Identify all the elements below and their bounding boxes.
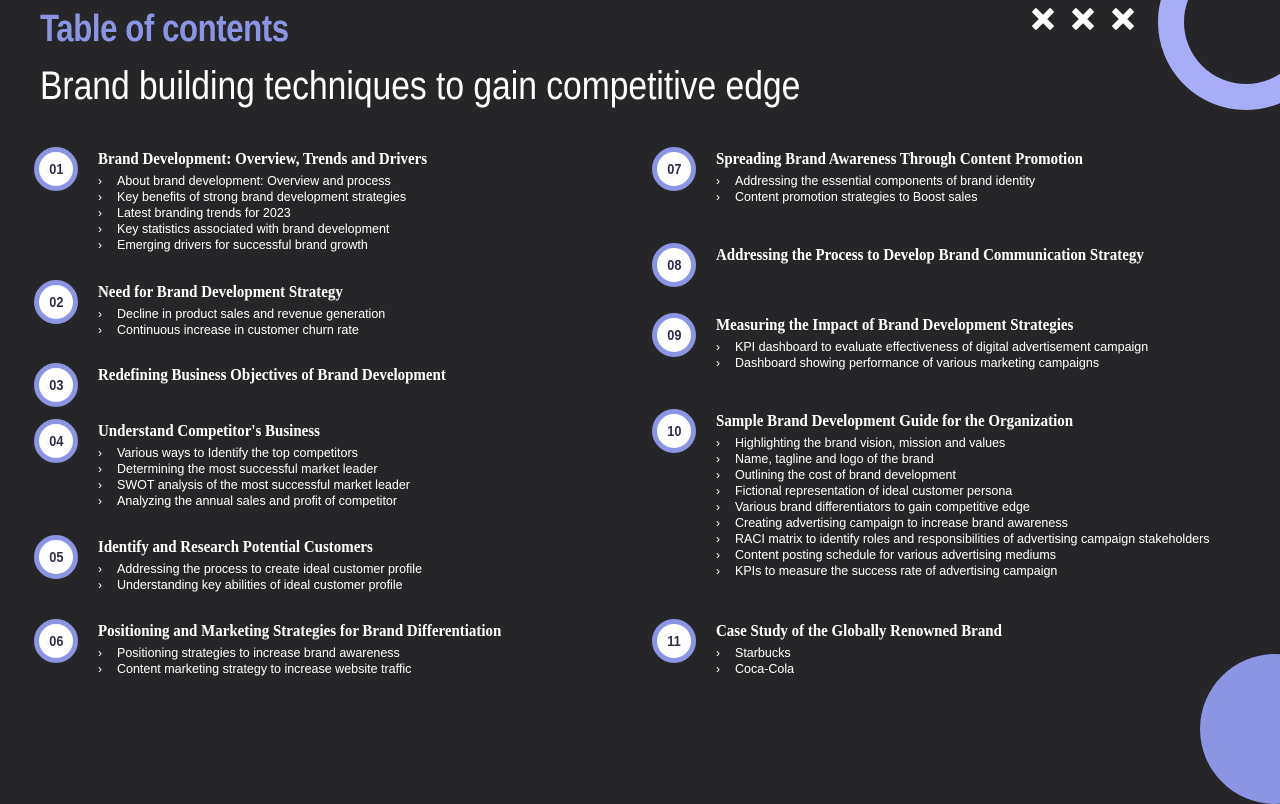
section-items: [716, 645, 794, 677]
section-title[interactable]: Redefining Business Objectives of Brand Development: [98, 365, 446, 384]
list-item: › Addressing the essential components of brand identity: [716, 174, 1036, 188]
list-item: › Coca-Cola: [716, 662, 795, 676]
list-item: › Outlining the cost of brand development: [716, 468, 956, 482]
chevron-right-icon: ›: [98, 307, 102, 321]
section-items: [98, 173, 406, 253]
chevron-right-icon: ›: [98, 446, 102, 460]
list-item: › Analyzing the annual sales and profit of competitor: [98, 494, 398, 508]
section-items: [716, 435, 1210, 579]
decorative-x-marks: [1030, 4, 1134, 34]
list-item: › Content marketing strategy to increase website traffic: [98, 662, 412, 676]
chevron-right-icon: ›: [716, 340, 720, 354]
section-title[interactable]: Identify and Research Potential Customers: [98, 537, 373, 556]
list-item: › Decline in product sales and revenue generation: [98, 307, 386, 321]
chevron-right-icon: ›: [716, 500, 720, 514]
list-item: › Positioning strategies to increase brand awareness: [98, 646, 400, 660]
chevron-right-icon: ›: [716, 174, 720, 188]
decorative-ring: [1158, 0, 1280, 110]
section-number-badge: 02: [34, 280, 78, 324]
chevron-right-icon: ›: [716, 516, 720, 530]
chevron-right-icon: ›: [98, 222, 102, 236]
page-title: Table of contents: [40, 8, 289, 50]
chevron-right-icon: ›: [716, 356, 720, 370]
section-items: [98, 306, 385, 338]
chevron-right-icon: ›: [98, 323, 102, 337]
list-item: › Highlighting the brand vision, mission and values: [716, 436, 1006, 450]
list-item: › About brand development: Overview and process: [98, 174, 391, 188]
section-title[interactable]: Brand Development: Overview, Trends and Drivers: [98, 149, 428, 168]
list-item: › Emerging drivers for successful brand growth: [98, 238, 368, 252]
section-number-badge: 06: [34, 619, 78, 663]
list-item: › Dashboard showing performance of various marketing campaigns: [716, 356, 1100, 370]
section-number-badge: 08: [652, 243, 696, 287]
list-item: › Name, tagline and logo of the brand: [716, 452, 934, 466]
chevron-right-icon: ›: [716, 564, 720, 578]
chevron-right-icon: ›: [716, 190, 720, 204]
chevron-right-icon: ›: [98, 578, 102, 592]
section-title[interactable]: Case Study of the Globally Renowned Brand: [716, 621, 1002, 640]
section-number-badge: 11: [652, 619, 696, 663]
chevron-right-icon: ›: [98, 462, 102, 476]
chevron-right-icon: ›: [98, 238, 102, 252]
section-number-badge: 03: [34, 363, 78, 407]
list-item: › Fictional representation of ideal customer persona: [716, 484, 1013, 498]
section-title[interactable]: Measuring the Impact of Brand Development Strategies: [716, 315, 1074, 334]
section-items: [98, 445, 410, 509]
list-item: › RACI matrix to identify roles and responsibilities of advertising campaign stakeholders: [716, 532, 1210, 546]
list-item: › Determining the most successful market leader: [98, 462, 378, 476]
section-title[interactable]: Sample Brand Development Guide for the Organization: [716, 411, 1074, 430]
chevron-right-icon: ›: [716, 548, 720, 562]
page-subtitle: Brand building techniques to gain competitive edge: [40, 64, 801, 108]
chevron-right-icon: ›: [716, 452, 720, 466]
section-number-badge: 09: [652, 313, 696, 357]
chevron-right-icon: ›: [716, 532, 720, 546]
chevron-right-icon: ›: [98, 562, 102, 576]
section-title[interactable]: Spreading Brand Awareness Through Content Promotion: [716, 149, 1084, 168]
close-x-icon: [1110, 4, 1134, 34]
list-item: › Latest branding trends for 2023: [98, 206, 291, 220]
section-items: [98, 561, 422, 593]
list-item: › Various brand differentiators to gain competitive edge: [716, 500, 1030, 514]
list-item: › KPI dashboard to evaluate effectiveness of digital advertisement campaign: [716, 340, 1149, 354]
list-item: › Content posting schedule for various advertising mediums: [716, 548, 1057, 562]
chevron-right-icon: ›: [98, 206, 102, 220]
section-title[interactable]: Need for Brand Development Strategy: [98, 282, 343, 301]
section-number-badge: 07: [652, 147, 696, 191]
chevron-right-icon: ›: [98, 662, 102, 676]
section-title[interactable]: Positioning and Marketing Strategies for Brand Differentiation: [98, 621, 502, 640]
chevron-right-icon: ›: [98, 174, 102, 188]
decorative-circle: [1200, 654, 1280, 804]
section-number-badge: 04: [34, 419, 78, 463]
list-item: › Key benefits of strong brand development strategies: [98, 190, 407, 204]
list-item: › KPIs to measure the success rate of advertising campaign: [716, 564, 1058, 578]
chevron-right-icon: ›: [716, 662, 720, 676]
section-items: [98, 645, 411, 677]
chevron-right-icon: ›: [716, 646, 720, 660]
list-item: › Addressing the process to create ideal customer profile: [98, 562, 423, 576]
chevron-right-icon: ›: [716, 436, 720, 450]
chevron-right-icon: ›: [716, 468, 720, 482]
chevron-right-icon: ›: [98, 478, 102, 492]
list-item: › Creating advertising campaign to increase brand awareness: [716, 516, 1068, 530]
chevron-right-icon: ›: [98, 190, 102, 204]
list-item: › Understanding key abilities of ideal customer profile: [98, 578, 403, 592]
close-x-icon: [1030, 4, 1054, 34]
section-number-badge: 05: [34, 535, 78, 579]
section-title[interactable]: Addressing the Process to Develop Brand Communication Strategy: [716, 245, 1144, 264]
chevron-right-icon: ›: [98, 646, 102, 660]
list-item: › SWOT analysis of the most successful market leader: [98, 478, 410, 492]
list-item: › Starbucks: [716, 646, 791, 660]
list-item: › Continuous increase in customer churn rate: [98, 323, 359, 337]
chevron-right-icon: ›: [98, 494, 102, 508]
section-items: [716, 339, 1148, 371]
list-item: › Various ways to Identify the top competitors: [98, 446, 358, 460]
close-x-icon: [1070, 4, 1094, 34]
section-title[interactable]: Understand Competitor's Business: [98, 421, 320, 440]
section-items: [716, 173, 1035, 205]
chevron-right-icon: ›: [716, 484, 720, 498]
list-item: › Key statistics associated with brand development: [98, 222, 390, 236]
section-number-badge: 10: [652, 409, 696, 453]
section-number-badge: 01: [34, 147, 78, 191]
list-item: › Content promotion strategies to Boost sales: [716, 190, 978, 204]
